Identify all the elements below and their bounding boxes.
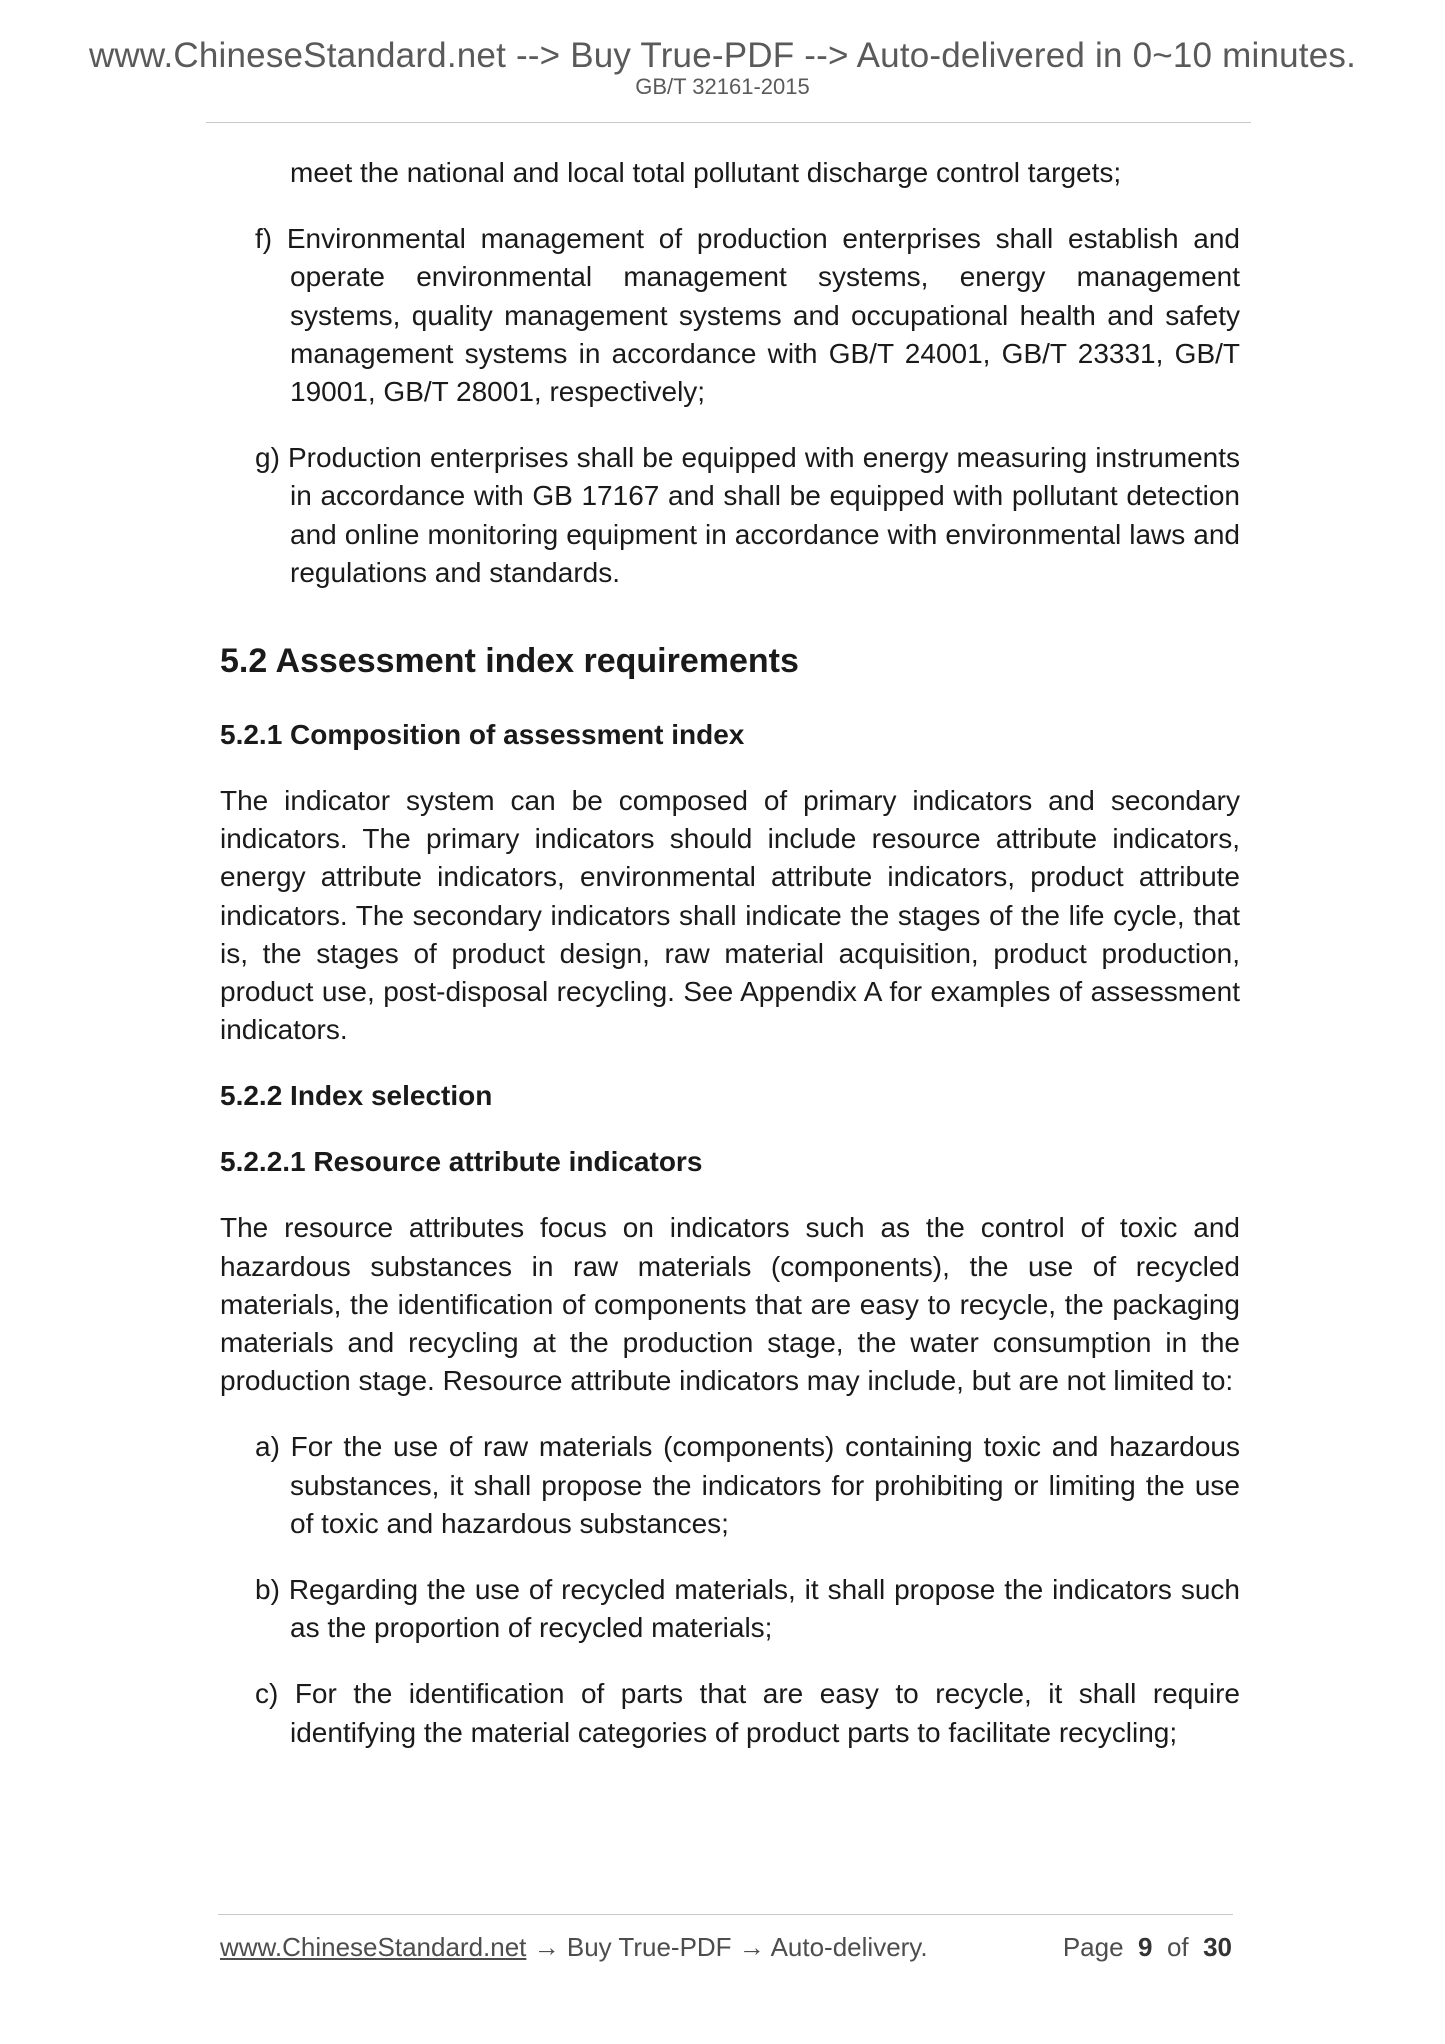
- subsection-heading-5-2-2: 5.2.2 Index selection: [220, 1080, 493, 1112]
- current-page-number: 9: [1138, 1932, 1153, 1962]
- page-of-label: of: [1166, 1932, 1189, 1962]
- header-divider: [206, 122, 1251, 123]
- continued-line: meet the national and local total pollutant discharge control targets;: [290, 157, 1122, 188]
- total-page-count: 30: [1203, 1932, 1232, 1962]
- subsection-heading-5-2-1: 5.2.1 Composition of assessment index: [220, 719, 745, 751]
- list-item-c: c) For the identification of parts that are easy to recycle, it shall require identifying the material categories of product parts to facilitate recycling;: [255, 1678, 1240, 1748]
- header-banner: www.ChineseStandard.net --> Buy True-PDF --> Auto-delivered in 0~10 minutes.: [88, 36, 1357, 75]
- page-footer: [220, 1932, 1232, 1966]
- page-indicator: [1063, 1932, 1232, 1963]
- page-label: Page: [1062, 1932, 1124, 1962]
- list-item-a: a) For the use of raw materials (components) containing toxic and hazardous substances, it shall propose the indicators for prohibiting or limiting the use of toxic and hazardous substances;: [255, 1431, 1240, 1539]
- list-item-b: b) Regarding the use of recycled materials, it shall propose the indicators such as the proportion of recycled materials;: [255, 1574, 1240, 1644]
- list-item-f: f) Environmental management of production enterprises shall establish and operate environmental management systems, energy management systems, quality management systems and occupational health and safety management systems in accordance with GB/T 24001, GB/T 23331, GB/T 19001, GB/T 28001, respectively;: [255, 223, 1240, 408]
- footer-site-link[interactable]: www.ChineseStandard.net: [220, 1932, 527, 1962]
- footer-left: [220, 1932, 928, 1963]
- paragraph-resource-attributes: The resource attributes focus on indicators such as the control of toxic and hazardous substances in raw materials (components), the use of recycled materials, the identification of components that are easy to recycle, the packaging materials and recycling at the production stage, the water consumption in the production stage. Resource attribute indicators may include, but are not limited to:: [220, 1212, 1240, 1397]
- footer-delivery-text: → Buy True-PDF → Auto-delivery.: [526, 1932, 928, 1962]
- list-item-g: g) Production enterprises shall be equipped with energy measuring instruments in accordance with GB 17167 and shall be equipped with pollutant detection and online monitoring equipment in accordance with environmental laws and regulations and standards.: [255, 442, 1240, 588]
- footer-divider: [218, 1914, 1233, 1915]
- document-body: [220, 154, 1240, 1752]
- section-heading-5-2: 5.2 Assessment index requirements: [220, 642, 799, 681]
- standard-number: GB/T 32161-2015: [635, 74, 810, 99]
- paragraph-composition: The indicator system can be composed of primary indicators and secondary indicators. The primary indicators should include resource attribute indicators, energy attribute indicators, environmental attribute indicators, product attribute indicators. The secondary indicators shall indicate the stages of the life cycle, that is, the stages of product design, raw material acquisition, product production, product use, post-disposal recycling. See Appendix A for examples of assessment indicators.: [220, 785, 1240, 1046]
- subsection-heading-5-2-2-1: 5.2.2.1 Resource attribute indicators: [220, 1146, 703, 1178]
